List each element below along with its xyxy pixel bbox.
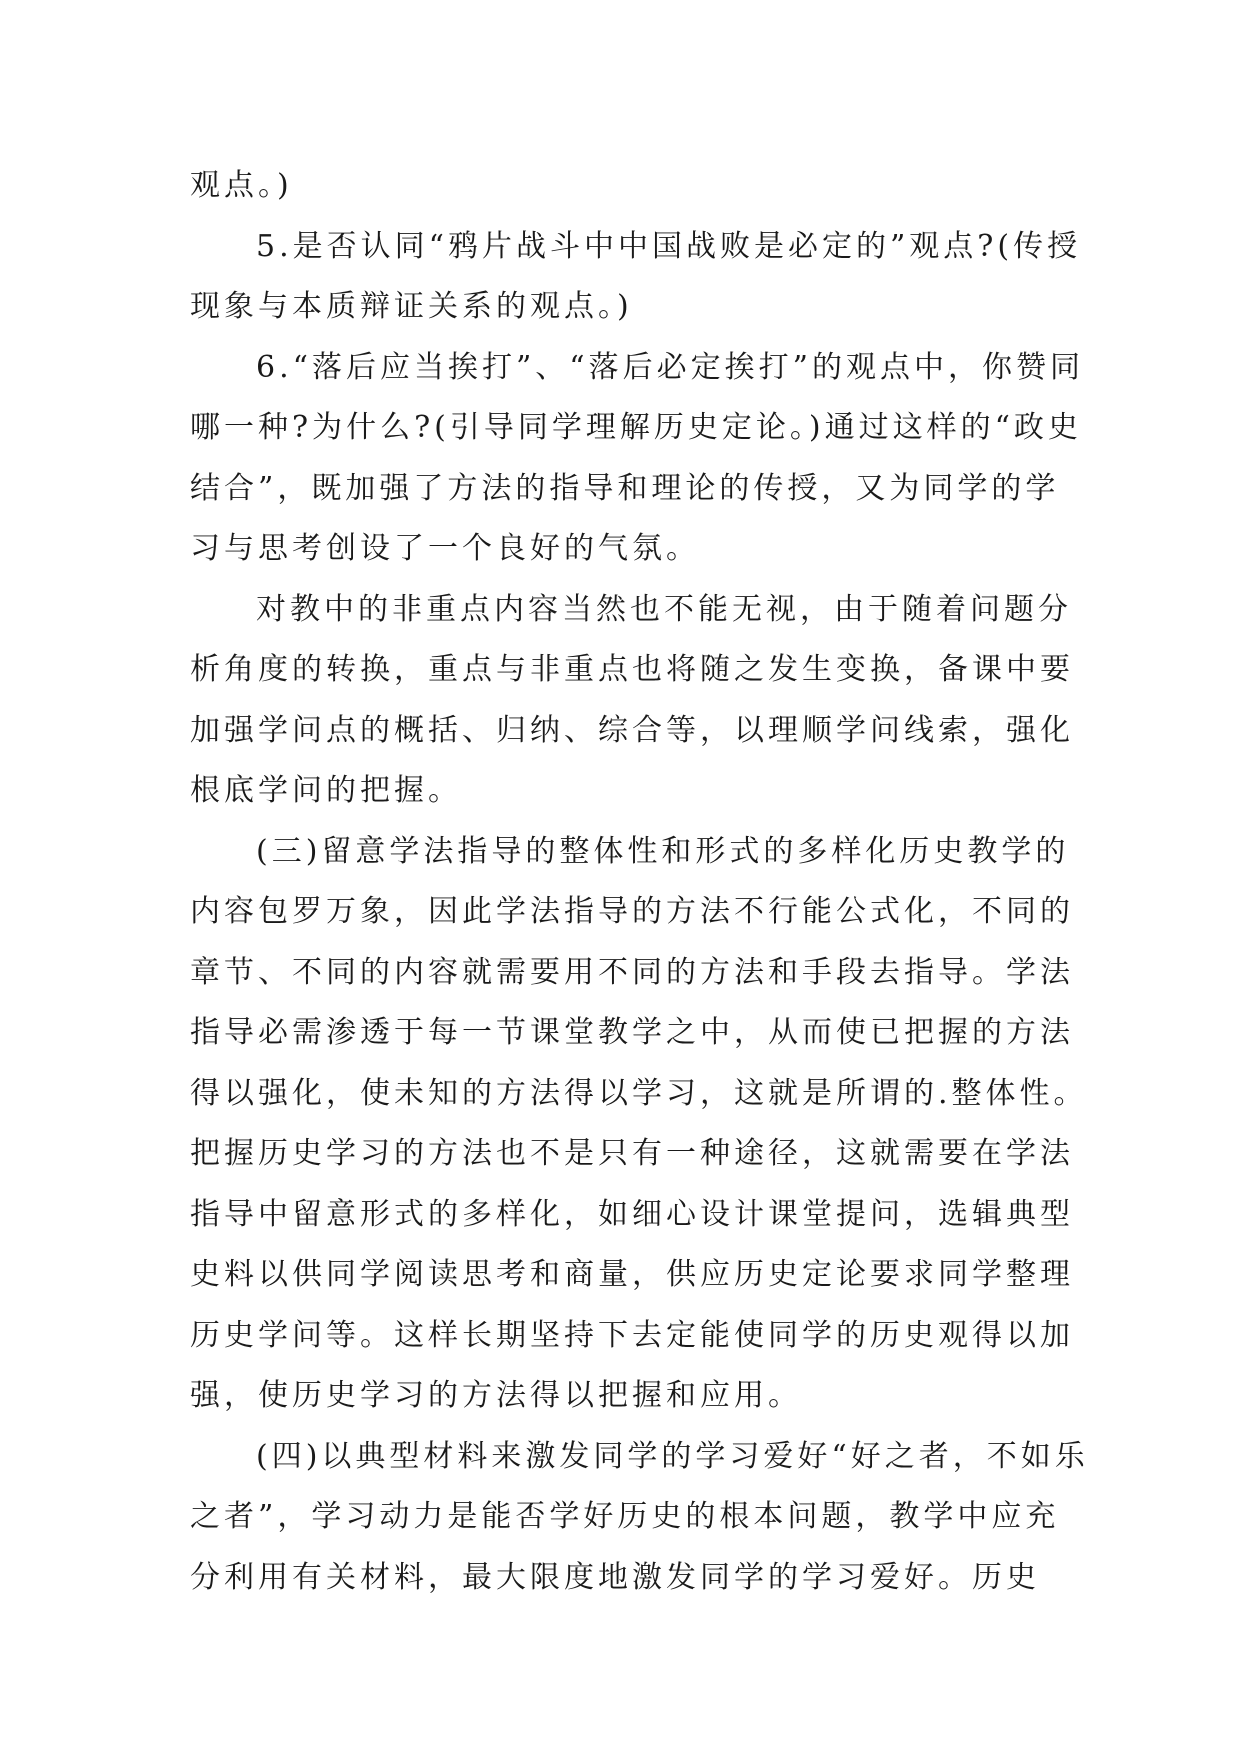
paragraph-section-3: (三)留意学法指导的整体性和形式的多样化历史教学的内容包罗万象，因此学法指导的方法不行能公式化，不同的章节、不同的内容就需要用不同的方法和手段去指导。学法指导必需渗透于每一节课堂教学之中，从而使已把握的方法得以强化，使未知的方法得以学习，这就是所谓的.整体性。把握历史学习的方法也不是只有一种途径，这就需要在学法指导中留意形式的多样化，如细心设计课堂提问，选辑典型史料以供同学阅读思考和商量，供应历史定论要求同学整理历史学问等。这样长期坚持下去定能使同学的历史观得以加强，使历史学习的方法得以把握和应用。 (190, 833, 1088, 1413)
paragraph-non-key-content: 对教中的非重点内容当然也不能无视，由于随着问题分析角度的转换，重点与非重点也将随之发生变换，备课中要加强学问点的概括、归纳、综合等，以理顺学问线索，强化根底学问的把握。 (190, 591, 1074, 808)
paragraph-question-6: 6.“落后应当挨打”、“落后必定挨打”的观点中，你赞同哪一种?为什么?(引导同学理解历史定论。)通过这样的“政史结合”，既加强了方法的指导和理论的传授，又为同学的学习与思考创设了一个良好的气氛。 (190, 349, 1084, 566)
paragraph-section-4: (四)以典型材料来激发同学的学习爱好“好之者，不如乐之者”，学习动力是能否学好历史的根本问题，教学中应充分利用有关材料，最大限度地激发同学的学习爱好。历史 (190, 1438, 1089, 1595)
body-text (190, 156, 1090, 1608)
paragraph-continuation: 观点。) (190, 168, 293, 203)
paragraph-question-5: 5.是否认同“鸦片战斗中中国战败是必定的”观点?(传授现象与本质辩证关系的观点。) (190, 228, 1082, 324)
